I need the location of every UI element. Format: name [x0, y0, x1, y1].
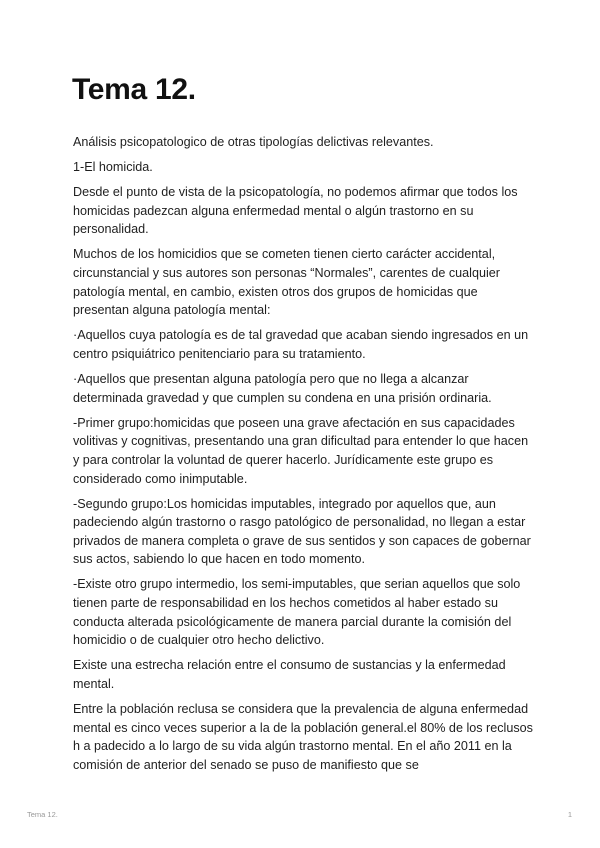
paragraph: Desde el punto de vista de la psicopatología, no podemos afirmar que todos los homicidas padezcan alguna enfermedad mental o algún trastorno en su personalidad. [73, 185, 518, 237]
document-body [73, 133, 533, 781]
paragraph: Entre la población reclusa se considera que la prevalencia de alguna enfermedad mental es cinco veces superior a la de la población general.el 80% de los reclusos h a padecido a lo largo de su vida algún trastorno mental. En el año 2011 en la comisión de anterior del senado se puso de manifiesto que se [73, 702, 533, 772]
paragraph-group: -Primer grupo:homicidas que poseen una grave afectación en sus capacidades volitivas y cognitivas, presentando una gran dificultad para entender lo que hacen y para controlar la voluntad de querer hacerlo. Jurídicamente este grupo es considerado como inimputable. [73, 415, 529, 486]
paragraph-group: -Existe otro grupo intermedio, los semi-imputables, que serian aquellos que solo tienen parte de responsabilidad en los hechos cometidos al haber estado su conducta alterada psicológicamente de manera parcial durante la comisión del homicidio o de cualquier otro hecho delictivo. [73, 577, 521, 648]
footer-title: Tema 12. [27, 810, 58, 819]
page-title: Tema 12. [72, 73, 196, 106]
paragraph-bullet: ·Aquellos cuya patología es de tal gravedad que acaban siendo ingresados en un centro psiquiátrico penitenciario para su tratamiento. [73, 328, 529, 361]
page-number: 1 [567, 810, 572, 819]
paragraph: Existe una estrecha relación entre el consumo de sustancias y la enfermedad mental. [73, 658, 506, 691]
paragraph-section-heading: 1-El homicida. [73, 160, 153, 175]
paragraph: Muchos de los homicidios que se cometen tienen cierto carácter accidental, circunstancial y sus autores son personas “Normales”, carentes de cualquier patología mental, en cambio, existen otros dos grupos de homicidas que presentan alguna patología mental: [73, 247, 500, 318]
paragraph-subtitle: Análisis psicopatologico de otras tipologías delictivas relevantes. [73, 135, 434, 149]
paragraph-group: -Segundo grupo:Los homicidas imputables, integrado por aquellos que, aun padeciendo algún trastorno o rasgo patológico de personalidad, no llegan a estar privados de manera completa o grave de sus sentidos y son capaces de gobernar sus actos, sabiendo lo que hacen en todo momento. [73, 496, 531, 567]
paragraph-bullet: ·Aquellos que presentan alguna patología pero que no llega a alcanzar determinada gravedad y que cumplen su condena en una prisión ordinaria. [73, 372, 492, 405]
